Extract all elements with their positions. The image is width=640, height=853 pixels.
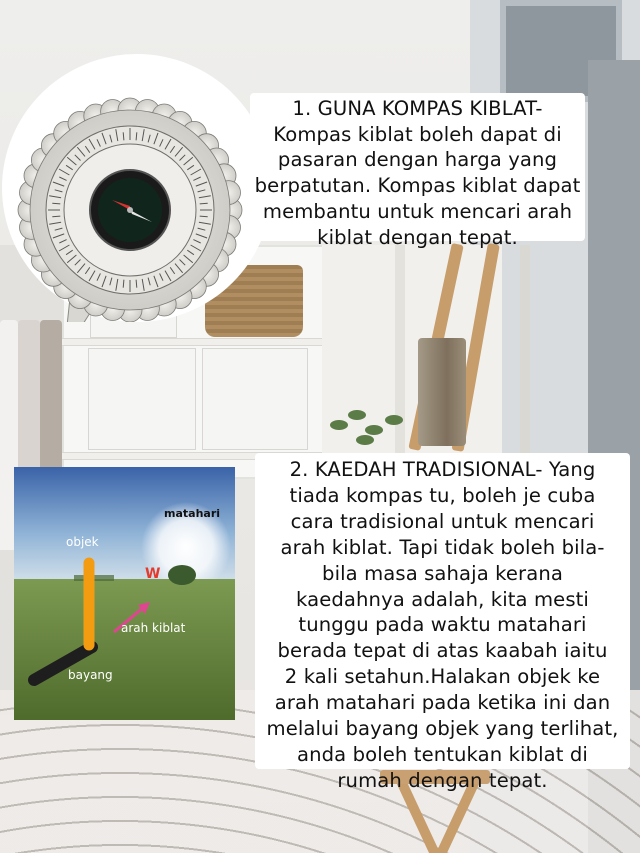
card2-line: melalui bayang objek yang terlihat, — [266, 717, 619, 741]
card2-line: cara tradisional untuk mencari — [290, 509, 595, 533]
card2-line: anda boleh tentukan kiblat di — [297, 742, 588, 766]
card2-line: 2 kali setahun.Halakan objek ke — [284, 665, 601, 689]
compass-tip-text — [250, 93, 585, 250]
plant-leaf — [330, 420, 348, 430]
shelf-divider — [62, 338, 322, 346]
sun-shadow-illustration — [14, 467, 235, 720]
card1-line: pasaran dengan harga yang — [277, 148, 558, 172]
card1-line: Kompas kiblat boleh dapat di — [273, 122, 562, 146]
traditional-method-card — [255, 453, 630, 792]
card2-line: bila masa sahaja kerana — [322, 561, 563, 585]
qibla-compass-icon — [2, 54, 272, 322]
card1-line: kiblat dengan tepat. — [317, 225, 518, 249]
storage-box — [88, 348, 196, 450]
card2-line: arah kiblat. Tapi tidak boleh bila- — [280, 535, 605, 559]
plant-leaf — [348, 410, 366, 420]
folded-prayer-mat — [418, 338, 466, 446]
card2-line: arah matahari pada ketika ini dan — [274, 691, 611, 715]
card2-line: tiada kompas tu, boleh je cuba — [289, 483, 596, 507]
qibla-direction-label: arah kiblat — [121, 621, 186, 635]
card1-line: membantu untuk mencari arah — [262, 199, 573, 223]
compass-tip-card — [250, 93, 585, 249]
qibla-compass-graphic — [2, 54, 272, 322]
sun-label: matahari — [164, 507, 221, 520]
card2-line: berada tepat di atas kaabah iaitu — [277, 639, 608, 663]
card2-line: rumah dengan tepat. — [337, 768, 548, 792]
kaaba-marker: W — [145, 566, 161, 582]
card2-line: tunggu pada waktu matahari — [298, 613, 587, 637]
plant-leaf — [385, 415, 403, 425]
traditional-method-text — [255, 453, 630, 794]
card1-line: 1. GUNA KOMPAS KIBLAT- — [292, 97, 543, 120]
plant-leaf — [356, 435, 374, 445]
object-label: objek — [66, 535, 99, 549]
card1-line: berpatutan. Kompas kiblat dapat — [254, 174, 581, 198]
traditional-method-diagram — [14, 467, 235, 720]
card2-line: kaedahnya adalah, kita mesti — [296, 587, 589, 611]
storage-box — [202, 348, 308, 450]
card2-line: 2. KAEDAH TRADISIONAL- Yang — [289, 458, 596, 481]
plant-leaf — [365, 425, 383, 435]
shadow-label: bayang — [68, 668, 113, 682]
